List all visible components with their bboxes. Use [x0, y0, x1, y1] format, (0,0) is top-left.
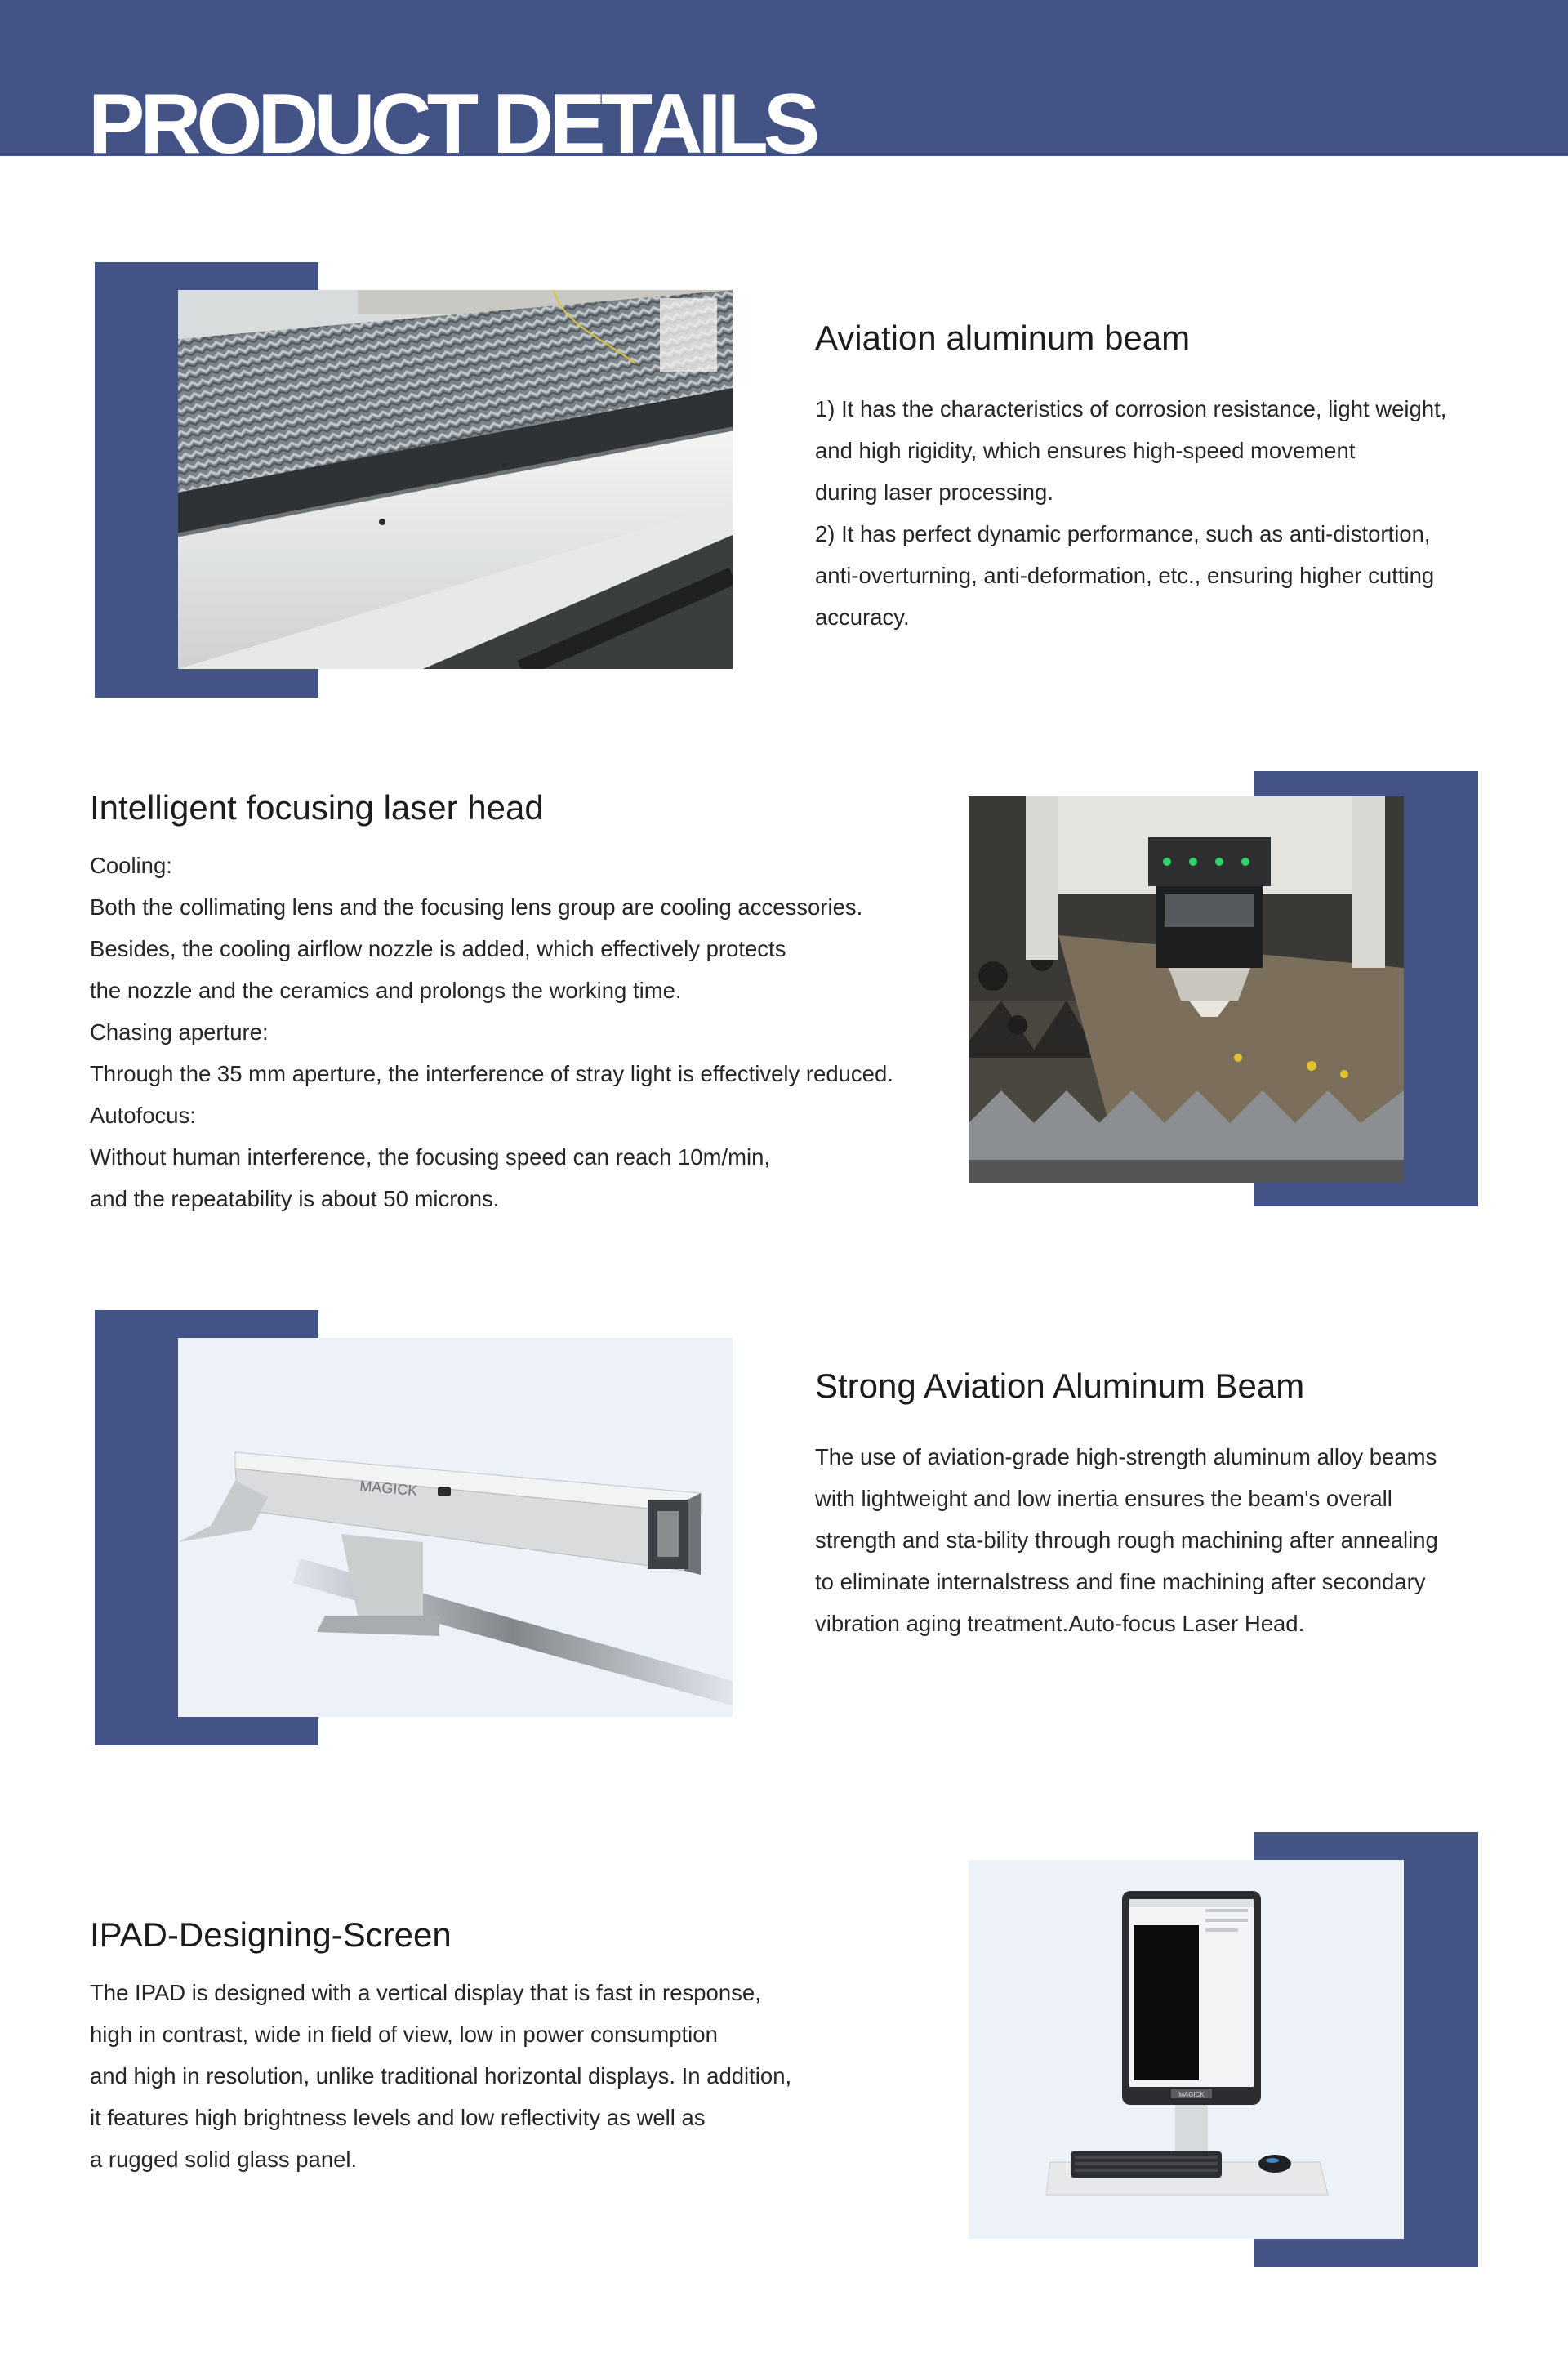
- text-line: a rugged solid glass panel.: [90, 2147, 358, 2172]
- text-line: during laser processing.: [815, 479, 1054, 505]
- text-line: it features high brightness levels and low reflectivity as well as: [90, 2105, 706, 2130]
- text-line: and high in resolution, unlike traditional horizontal displays. In addition,: [90, 2063, 792, 2089]
- text-line: 2) It has perfect dynamic performance, such as anti-distortion,: [815, 521, 1431, 546]
- laser-head-photo: [969, 796, 1404, 1183]
- text-line: and high rigidity, which ensures high-speed movement: [815, 438, 1356, 463]
- text-line: Without human interference, the focusing speed can reach 10m/min,: [90, 1144, 771, 1170]
- beam-logo: MAGICK: [359, 1478, 419, 1500]
- text-line: accuracy.: [815, 604, 910, 630]
- section-title: Intelligent focusing laser head: [90, 788, 544, 827]
- text-line: vibration aging treatment.Auto-focus Laser Head.: [815, 1611, 1305, 1636]
- laser-bed-beam-photo: [178, 290, 733, 669]
- text-line: Besides, the cooling airflow nozzle is added, which effectively protects: [90, 936, 786, 961]
- text-line: Through the 35 mm aperture, the interference of stray light is effectively reduced.: [90, 1061, 893, 1086]
- section-description: [90, 845, 893, 1219]
- text-line: Chasing aperture:: [90, 1019, 269, 1045]
- text-line: The use of aviation-grade high-strength aluminum alloy beams: [815, 1444, 1437, 1469]
- text-line: anti-overturning, anti-deformation, etc., ensuring higher cutting: [815, 563, 1435, 588]
- vertical-screen-render: [969, 1860, 1404, 2239]
- text-line: 1) It has the characteristics of corrosion resistance, light weight,: [815, 396, 1447, 421]
- section-title: Aviation aluminum beam: [815, 319, 1191, 357]
- aluminum-beam-render: [178, 1338, 733, 1717]
- text-line: with lightweight and low inertia ensures the beam's overall: [815, 1486, 1392, 1511]
- section-description: [815, 388, 1446, 638]
- section-title: IPAD-Designing-Screen: [90, 1915, 452, 1954]
- text-line: high in contrast, wide in field of view, low in power consumption: [90, 2022, 718, 2047]
- section-description: [90, 1972, 791, 2180]
- text-line: and the repeatability is about 50 microns.: [90, 1186, 500, 1211]
- text-line: the nozzle and the ceramics and prolongs the working time.: [90, 978, 682, 1003]
- text-line: Both the collimating lens and the focusing lens group are cooling accessories.: [90, 894, 863, 920]
- text-line: strength and sta-bility through rough machining after annealing: [815, 1527, 1438, 1553]
- section-description: [815, 1436, 1438, 1644]
- page-title: PRODUCT DETAILS: [88, 77, 816, 172]
- text-line: The IPAD is designed with a vertical display that is fast in response,: [90, 1980, 761, 2005]
- text-line: to eliminate internalstress and fine machining after secondary: [815, 1569, 1426, 1594]
- section-title: Strong Aviation Aluminum Beam: [815, 1366, 1305, 1405]
- screen-logo: MAGICK: [1178, 2091, 1205, 2098]
- text-line: Autofocus:: [90, 1103, 196, 1128]
- text-line: Cooling:: [90, 853, 172, 878]
